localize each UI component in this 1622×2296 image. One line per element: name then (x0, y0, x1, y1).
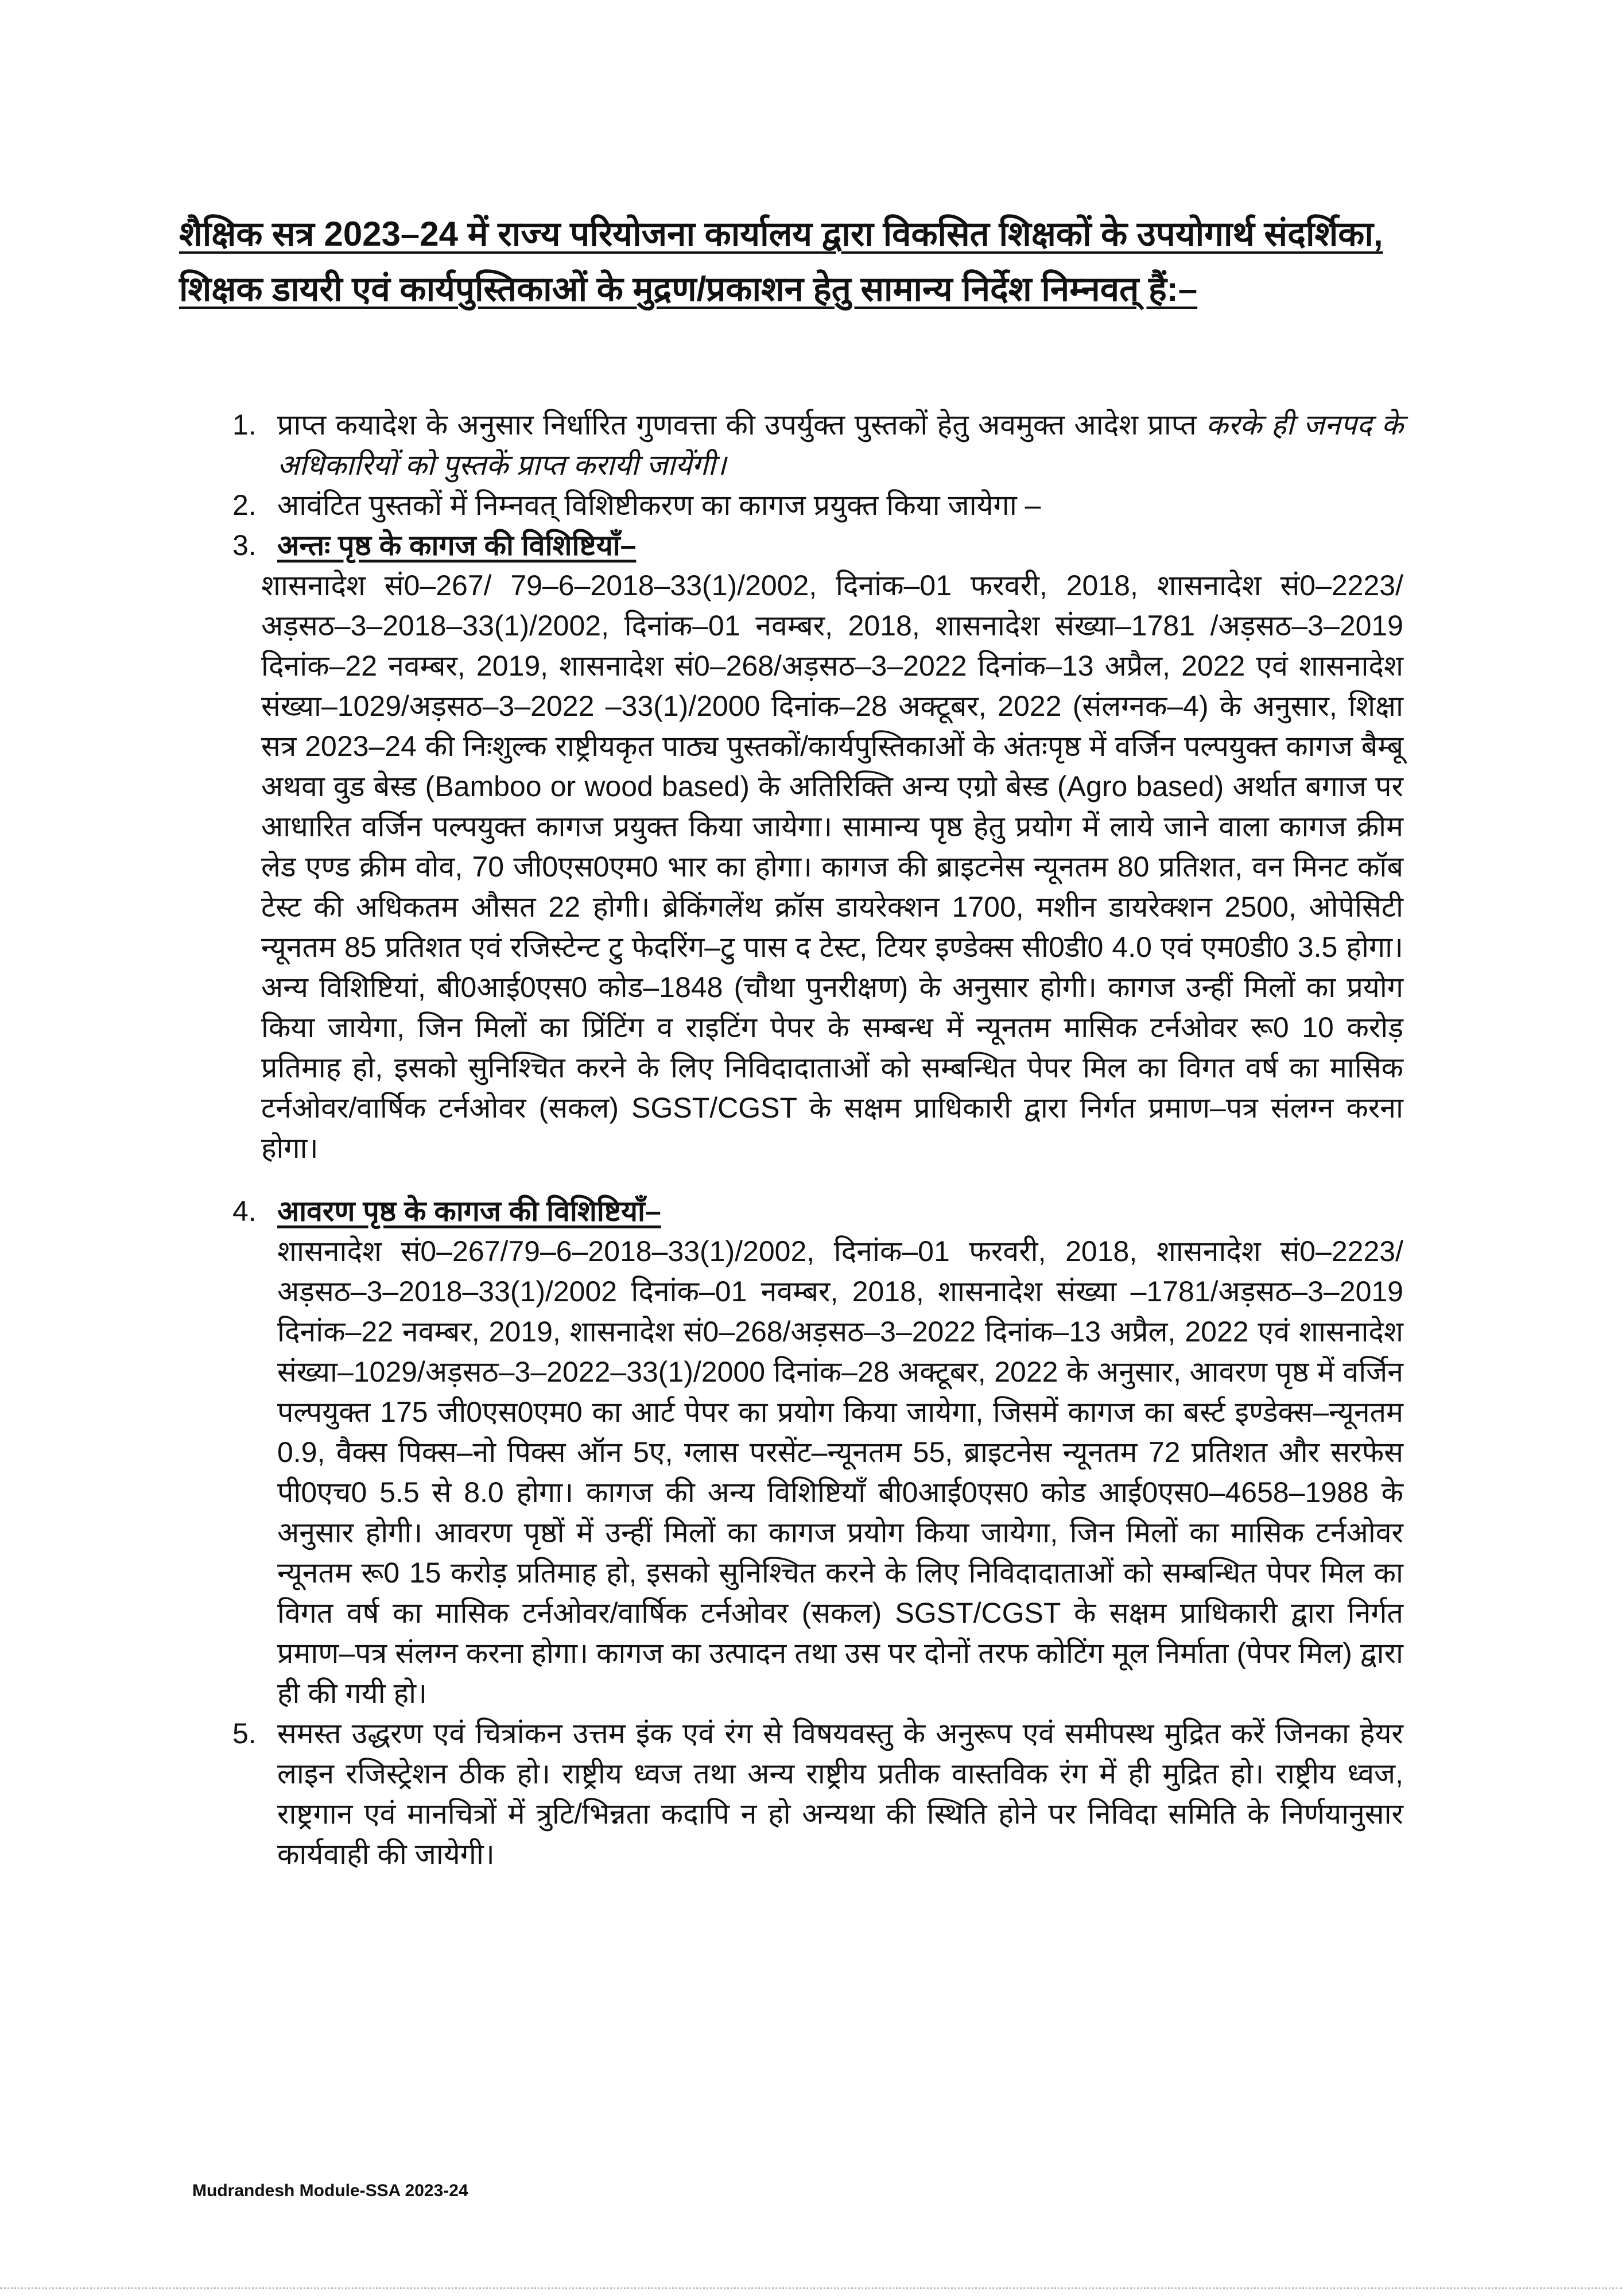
item-text-italic: करके ही जनपद के अधिकारियों को पुस्तकें प्राप्त करायी जायेंगी। (277, 409, 1404, 481)
document-title: शैक्षिक सत्र 2023–24 में राज्य परियोजना कार्यालय द्वारा विकसित शिक्षकों के उपयोगार्थ संदर्शिका, शिक्षक डायरी एवं कार्यपुस्तिकाओं के मुद्रण/प्रकाशन हेतु सामान्य निर्देश निम्नवत् हैं:– (179, 215, 1383, 308)
item-text: प्राप्त कयादेश के अनुसार निर्धारित गुणवत्ता की उपर्युक्त पुस्तकों हेतु अवमुक्त आदेश प्राप्त (277, 409, 1197, 441)
section-body-inner-paper: शासनादेश सं0–267/ 79–6–2018–33(1)/2002, दिनांक–01 फरवरी, 2018, शासनादेश सं0–2223/अड़सठ–3–2018–33(1)/2002, दिनांक–01 नवम्बर, 2018, शासनादेश संख्या–1781 /अड़सठ–3–2019 दिनांक–22 नवम्बर, 2019, शासनादेश सं0–268/अड़सठ–3–2022 दिनांक–13 अप्रैल, 2022 एवं शासनादेश संख्या–1029/अड़सठ–3–2022 –33(1)/2000 दिनांक–28 अक्टूबर, 2022 (संलग्नक–4) के अनुसार, शिक्षा सत्र 2023–24 की निःशुल्क राष्ट्रीयकृत पाठ्य पुस्तकों/कार्यपुस्तिकाओं के अंतःपृष्ठ में वर्जिन पल्पयुक्त कागज बैम्बू अथवा वुड बेस्ड (Bamboo or wood based) के अतिरिक्ति अन्य एग्रो बेस्ड (Agro based) अर्थात बगाज पर आधारित वर्जिन पल्पयुक्त कागज प्रयुक्त किया जायेगा। सामान्य पृष्ठ हेतु प्रयोग में लाये जाने वाला कागज क्रीम लेड एण्ड क्रीम वोव, 70 जी0एस0एम0 भार का होगा। कागज की ब्राइटनेस न्यूनतम 80 प्रतिशत, वन मिनट कॉब टेस्ट की अधिकतम औसत 22 होगी। ब्रेकिंगलेंथ क्रॉस डायरेक्शन 1700, मशीन डायरेक्शन 2500, ओपेसिटी न्यूनतम 85 प्रतिशत एवं रजिस्टेन्ट टु फेदरिंग–टु पास द टेस्ट, टियर इण्डेक्स सी0डी0 4.0 एवं एम0डी0 3.5 होगा। अन्य विशिष्टियां, बी0आई0एस0 कोड–1848 (चौथा पुनरीक्षण) के अनुसार होगी। कागज उन्हीं मिलों का प्रयोग किया जायेगा, जिन मिलों का प्रिंटिंग व राइटिंग पेपर के सम्बन्ध में न्यूनतम मासिक टर्नओवर रू0 10 करोड़ प्रतिमाह हो, इसको सुनिश्चित करने के लिए निविदादाताओं को सम्बन्धित पेपर मिल का विगत वर्ष का मासिक टर्नओवर/वार्षिक टर्नओवर (सकल) SGST/CGST के सक्षम प्राधिकारी द्वारा निर्गत प्रमाण–पत्र संलग्न करना होगा। (261, 569, 1403, 1164)
section-heading: अन्तः पृष्ठ के कागज की विशिष्टियाँ– (277, 529, 637, 561)
list-item-3 (232, 525, 1403, 565)
item-text: आवंटित पुस्तकों में निम्नवत् विशिष्टीकरण का कागज प्रयुक्त किया जायेगा – (277, 489, 1041, 521)
item-number: 5. (232, 1717, 257, 1750)
instruction-list (232, 405, 1403, 1874)
bottom-dotted-edge (0, 2287, 1622, 2289)
page-footer: Mudrandesh Module-SSA 2023-24 (192, 2181, 468, 2200)
list-item-1 (232, 405, 1403, 485)
list-item-5 (232, 1713, 1403, 1874)
item-number: 4. (232, 1195, 257, 1227)
item-number: 1. (232, 409, 257, 441)
section-body-cover-paper: शासनादेश सं0–267/79–6–2018–33(1)/2002, दिनांक–01 फरवरी, 2018, शासनादेश सं0–2223/अड़सठ–3–2018–33(1)/2002 दिनांक–01 नवम्बर, 2018, शासनादेश संख्या –1781/अड़सठ–3–2019 दिनांक–22 नवम्बर, 2019, शासनादेश सं0–268/अड़सठ–3–2022 दिनांक–13 अप्रैल, 2022 एवं शासनादेश संख्या–1029/अड़सठ–3–2022–33(1)/2000 दिनांक–28 अक्टूबर, 2022 के अनुसार, आवरण पृष्ठ में वर्जिन पल्पयुक्त 175 जी0एस0एम0 का आर्ट पेपर का प्रयोग किया जायेगा, जिसमें कागज का बर्स्ट इण्डेक्स–न्यूनतम 0.9, वैक्स पिक्स–नो पिक्स ऑन 5ए, ग्लास परसेंट–न्यूनतम 55, ब्राइटनेस न्यूनतम 72 प्रतिशत और सरफेस पी0एच0 5.5 से 8.0 होगा। कागज की अन्य विशिष्टियाँ बी0आई0एस0 कोड आई0एस0–4658–1988 के अनुसार होगी। आवरण पृष्ठों में उन्हीं मिलों का कागज प्रयोग किया जायेगा, जिन मिलों का मासिक टर्नओवर न्यूनतम रू0 15 करोड़ प्रतिमाह हो, इसको सुनिश्चित करने के लिए निविदादाताओं को सम्बन्धित पेपर मिल का विगत वर्ष का मासिक टर्नओवर/वार्षिक टर्नओवर (सकल) SGST/CGST के सक्षम प्राधिकारी द्वारा निर्गत प्रमाण–पत्र संलग्न करना होगा। कागज का उत्पादन तथा उस पर दोनों तरफ कोटिंग मूल निर्माता (पेपर मिल) द्वारा ही की गयी हो। (277, 1235, 1403, 1709)
section-heading: आवरण पृष्ठ के कागज की विशिष्टियाँ– (277, 1195, 661, 1227)
item-text: समस्त उद्धरण एवं चित्रांकन उत्तम इंक एवं रंग से विषयवस्तु के अनुरूप एवं समीपस्थ मुद्रित करें जिनका हेयर लाइन रजिस्ट्रेशन ठीक हो। राष्ट्रीय ध्वज तथा अन्य राष्ट्रीय प्रतीक वास्तविक रंग में ही मुद्रित हो। राष्ट्रीय ध्वज, राष्ट्रगान एवं मानचित्रों में त्रुटि/भिन्नता कदापि न हो अन्यथा की स्थिति होने पर निविदा समिति के निर्णयानुसार कार्यवाही की जायेगी। (277, 1717, 1403, 1870)
list-item-4 (232, 1191, 1403, 1231)
item-number: 2. (232, 489, 257, 521)
item-number: 3. (232, 529, 257, 561)
list-item-2 (232, 485, 1403, 525)
